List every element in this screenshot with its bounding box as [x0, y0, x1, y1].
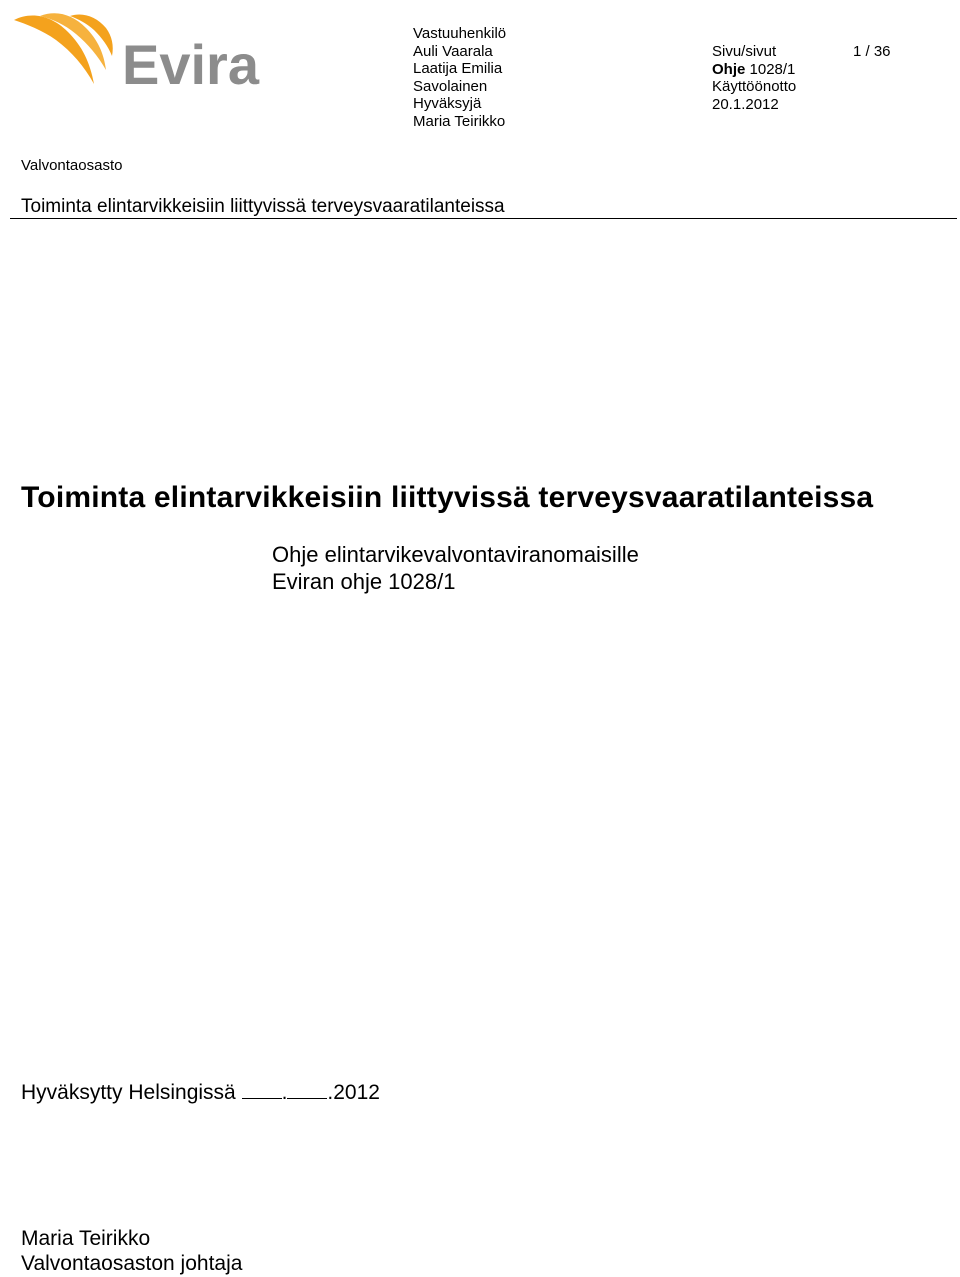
doc-date: 20.1.2012 — [712, 95, 779, 113]
meta-line: Maria Teirikko — [413, 112, 506, 130]
page-count: 1 / 36 — [853, 43, 891, 60]
approval-year: .2012 — [327, 1081, 380, 1104]
subtitle-line-1: Ohje elintarvikevalvontaviranomaisille — [272, 542, 639, 567]
department: Valvontaosasto — [21, 157, 123, 174]
approval-prefix: Hyväksytty Helsingissä — [21, 1081, 242, 1104]
evira-logo — [10, 10, 270, 92]
header-meta-left — [413, 25, 506, 131]
meta-line: Savolainen — [413, 77, 488, 95]
subtitle — [272, 541, 639, 595]
day-blank — [242, 1080, 282, 1099]
doc-status: Käyttöönotto — [712, 78, 797, 96]
month-blank — [287, 1080, 327, 1099]
signer-block — [21, 1226, 242, 1276]
meta-line: Vastuuhenkilö — [413, 25, 507, 42]
meta-line: Auli Vaarala — [413, 42, 493, 60]
page-label: Sivu/sivut — [712, 43, 777, 60]
evira-logo-graphic — [10, 10, 270, 92]
header-divider — [10, 218, 957, 219]
doc-type-bold: Ohje — [712, 60, 746, 78]
doc-title-header: Toiminta elintarvikkeisiin liittyvissä terveysvaaratilanteissa — [21, 196, 505, 217]
doc-number: 1028/1 — [745, 60, 796, 78]
header-meta-right — [712, 43, 796, 113]
doc-type — [712, 61, 796, 79]
logo-wordmark: Evira — [122, 33, 259, 92]
meta-line: Hyväksyjä — [413, 95, 482, 113]
signer-name: Maria Teirikko — [21, 1227, 151, 1250]
approval-line — [21, 1080, 380, 1105]
subtitle-line-2: Eviran ohje 1028/1 — [272, 569, 456, 594]
signer-title: Valvontaosaston johtaja — [21, 1252, 243, 1275]
main-title: Toiminta elintarvikkeisiin liittyvissä terveysvaaratilanteissa — [21, 481, 874, 514]
approval-dot: . — [281, 1081, 288, 1104]
meta-line: Laatija Emilia — [413, 60, 503, 78]
